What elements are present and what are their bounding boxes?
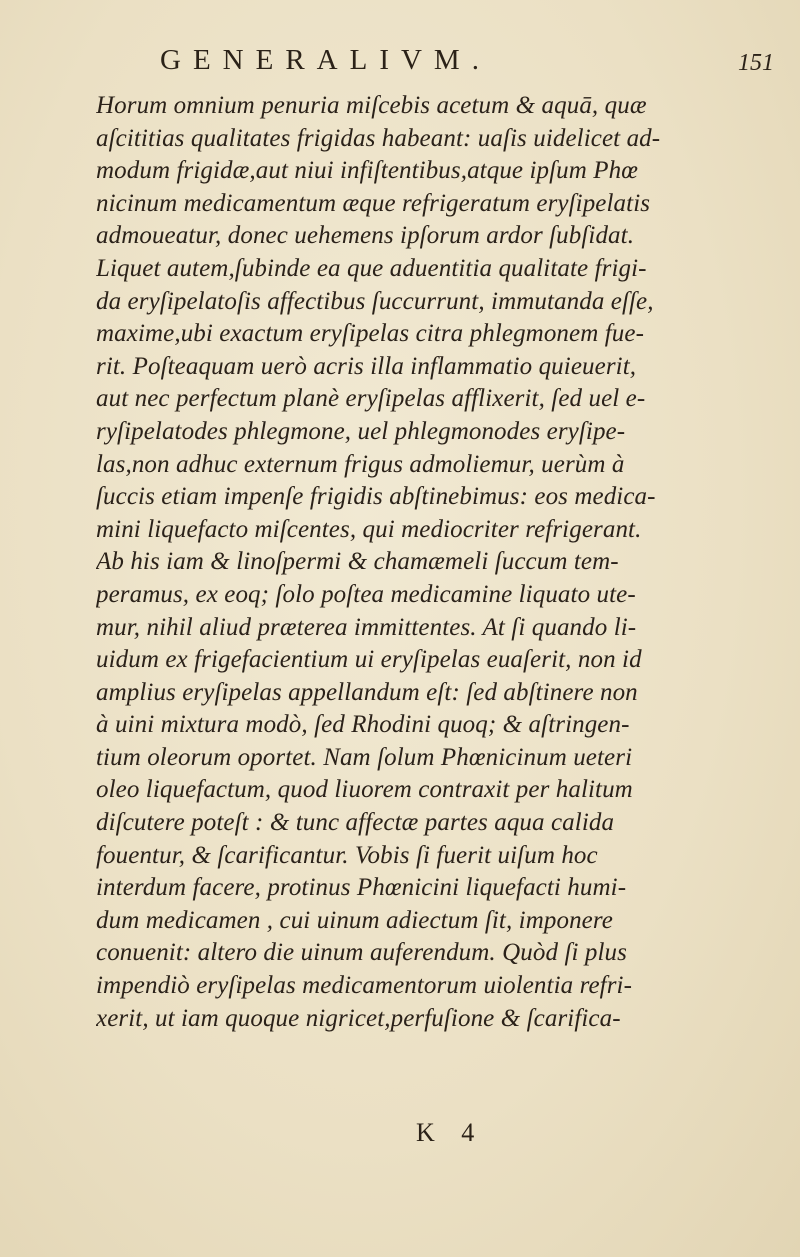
- text-line: oleo liquefactum, quod liuorem contraxit per halitum: [96, 776, 633, 804]
- page-number: 151: [738, 50, 774, 76]
- text-line: Horum omnium penuria miſcebis acetum & aquā, quæ: [96, 92, 647, 119]
- text-line: ſuccis etiam impenſe frigidis abſtinebimus: eos medica-: [96, 483, 656, 511]
- text-line: uidum ex frigefacientium ui eryſipelas euaſerit, non id: [96, 646, 642, 674]
- text-line: peramus, ex eoq; ſolo poſtea medicamine liquato ute-: [96, 580, 636, 608]
- text-line: nicinum medicamentum æque refrigeratum eryſipelatis: [96, 189, 651, 217]
- text-line: tium oleorum oportet. Nam ſolum Phœnicinum ueteri: [96, 743, 633, 771]
- text-line: à uini mixtura modò, ſed Rhodini quoq; & aſtringen-: [96, 711, 630, 739]
- body-text: [96, 90, 776, 1035]
- text-line: mur, nihil aliud præterea immittentes. At ſi quando li-: [96, 613, 637, 641]
- text-line: ryſipelatodes phlegmone, uel phlegmonodes eryſipe-: [96, 417, 626, 445]
- text-line: xerit, ut iam quoque nigricet,perfuſione & ſcarifica-: [96, 1004, 621, 1032]
- text-line: aut nec perfectum planè eryſipelas afflixerit, ſed uel e-: [96, 385, 646, 413]
- text-line: aſcititias qualitates frigidas habeant: uaſis uidelicet ad-: [96, 124, 661, 152]
- text-line: dum medicamen , cui uinum adiectum ſit, imponere: [96, 906, 613, 934]
- text-line: interdum facere, protinus Phœnicini liquefacti humi-: [96, 874, 627, 902]
- text-line: amplius eryſipelas appellandum eſt: ſed abſtinere non: [96, 678, 638, 706]
- text-line: mini liquefacto miſcentes, qui mediocriter refrigerant.: [96, 515, 642, 543]
- text-line: Liquet autem,ſubinde ea que aduentitia qualitate frigi-: [96, 254, 647, 282]
- page-footer: [0, 1118, 800, 1158]
- page-header: [0, 42, 800, 82]
- text-line: Ab his iam & linoſpermi & chamæmeli ſuccum tem-: [96, 548, 619, 576]
- running-head: GENERALIVM.: [160, 44, 491, 76]
- text-line: admoueatur, donec uehemens ipſorum ardor ſubſidat.: [96, 222, 635, 250]
- text-line: conuenit: altero die uinum auferendum. Quòd ſi plus: [96, 939, 627, 967]
- text-line: rit. Poſteaquam uerò acris illa inflammatio quieuerit,: [96, 352, 637, 380]
- signature-mark: K 4: [416, 1118, 485, 1147]
- text-line: diſcutere poteſt : & tunc affectæ partes aqua calida: [96, 809, 615, 837]
- text-line: las,non adhuc externum frigus admoliemur, uerùm à: [96, 450, 625, 478]
- text-line: impendiò eryſipelas medicamentorum uiolentia refri-: [96, 972, 633, 1000]
- text-line: fouentur, & ſcarificantur. Vobis ſi fuerit uiſum hoc: [96, 841, 598, 869]
- text-line: maxime,ubi exactum eryſipelas citra phlegmonem fue-: [96, 320, 644, 348]
- text-line: modum frigidæ,aut niui infiſtentibus,atque ipſum Phœ: [96, 157, 639, 185]
- text-line: da eryſipelatoſis affectibus ſuccurrunt, immutanda eſſe,: [96, 287, 654, 315]
